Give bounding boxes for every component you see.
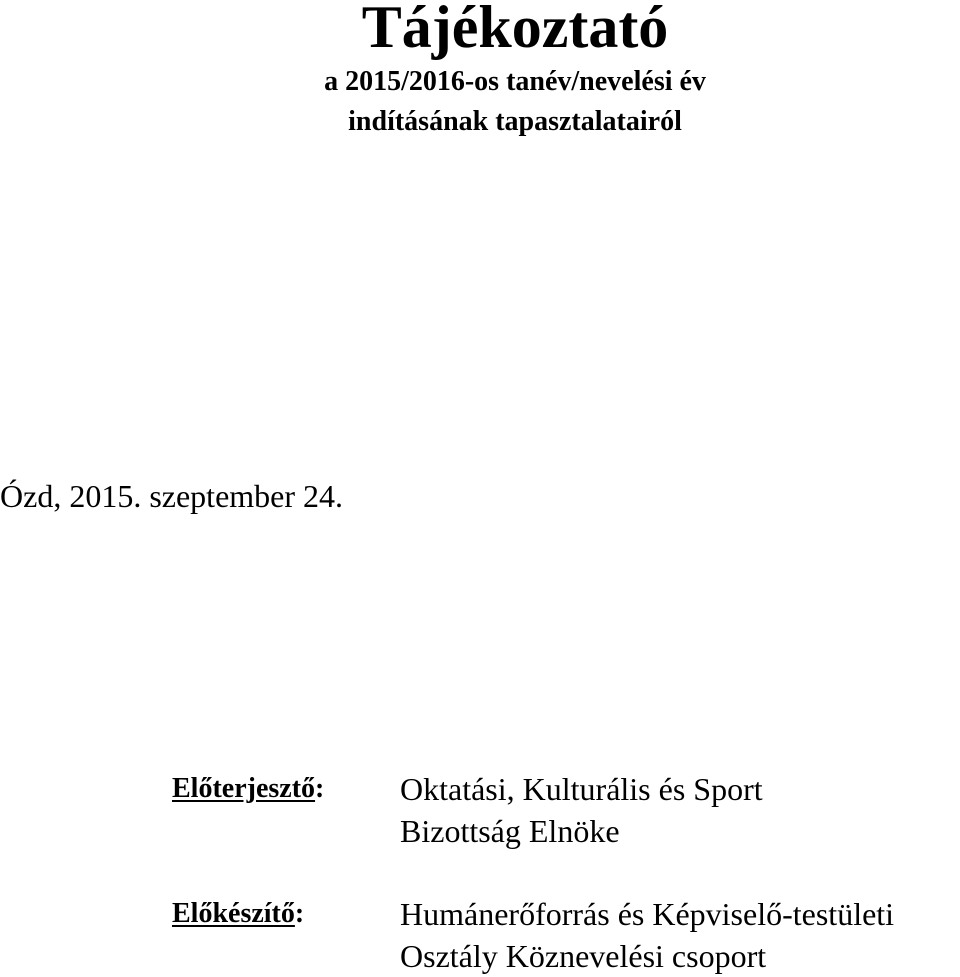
preparer-value-line2: Osztály Köznevelési csoport [400, 938, 767, 974]
presenter-label-colon: : [315, 773, 325, 804]
presenter-value-line1: Oktatási, Kulturális és Sport [400, 771, 763, 807]
presenter-label [172, 772, 324, 806]
document-subtitle-line1: a 2015/2016-os tanév/nevelési év [324, 66, 706, 97]
document-title: Tájékoztató [361, 0, 669, 60]
preparer-label [172, 897, 304, 931]
presenter-value-line2: Bizottság Elnöke [400, 813, 620, 849]
document-subtitle-line2: indításának tapasztalatairól [348, 106, 682, 137]
presenter-label-text: Előterjesztő [172, 773, 316, 804]
preparer-value-line1: Humánerőforrás és Képviselő-testületi [400, 896, 895, 932]
preparer-label-colon: : [294, 898, 305, 929]
place-and-date: Ózd, 2015. szeptember 24. [0, 478, 344, 514]
preparer-label-text: Előkészítő [172, 898, 295, 929]
